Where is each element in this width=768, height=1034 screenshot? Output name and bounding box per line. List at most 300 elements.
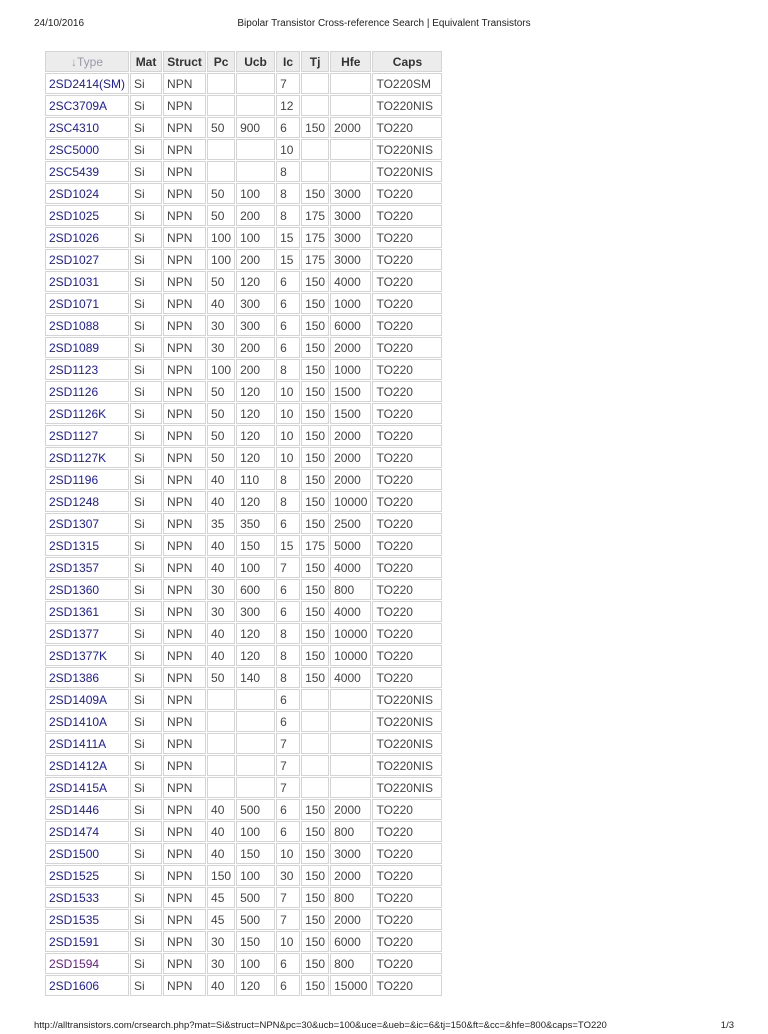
cell-hfe: 800: [330, 953, 371, 974]
transistor-type-link[interactable]: 2SD1088: [49, 318, 100, 333]
cell-ucb: 120: [236, 975, 275, 996]
cell-ic: 6: [276, 513, 300, 534]
table-row: [45, 293, 442, 314]
cell-ic: 8: [276, 359, 300, 380]
cell-struct: NPN: [163, 359, 206, 380]
cell-ucb: 500: [236, 887, 275, 908]
cell-hfe: 5000: [330, 535, 371, 556]
cell-ucb: [236, 711, 275, 732]
cell-tj: 150: [301, 821, 329, 842]
table-row: [45, 337, 442, 358]
cell-struct: NPN: [163, 271, 206, 292]
cell-type: [45, 777, 129, 798]
cell-pc: 50: [207, 117, 235, 138]
cell-struct: NPN: [163, 139, 206, 160]
table-row: [45, 689, 442, 710]
cell-caps: TO220: [372, 601, 442, 622]
cell-hfe: 2500: [330, 513, 371, 534]
cell-caps: TO220: [372, 205, 442, 226]
cell-tj: [301, 733, 329, 754]
cell-mat: Si: [130, 667, 162, 688]
table-row: [45, 579, 442, 600]
cell-type: [45, 271, 129, 292]
cell-mat: Si: [130, 73, 162, 94]
cell-type: [45, 205, 129, 226]
cell-ucb: 150: [236, 535, 275, 556]
transistor-type-link[interactable]: 2SD1026: [49, 230, 100, 245]
cell-hfe: [330, 73, 371, 94]
cell-caps: TO220: [372, 579, 442, 600]
transistor-type-link[interactable]: 2SD1361: [49, 604, 100, 619]
transistor-type-link[interactable]: 2SD1027: [49, 252, 100, 267]
cell-type: [45, 821, 129, 842]
cell-ic: 7: [276, 777, 300, 798]
cell-struct: NPN: [163, 667, 206, 688]
cell-caps: TO220: [372, 535, 442, 556]
cell-tj: 150: [301, 887, 329, 908]
cell-struct: NPN: [163, 161, 206, 182]
cell-tj: 150: [301, 909, 329, 930]
cell-hfe: 10000: [330, 645, 371, 666]
cell-mat: Si: [130, 821, 162, 842]
cell-mat: Si: [130, 645, 162, 666]
transistor-type-link[interactable]: 2SD1360: [49, 582, 100, 597]
cell-pc: [207, 73, 235, 94]
transistor-type-link[interactable]: 2SD1594: [49, 956, 100, 971]
cell-hfe: 3000: [330, 843, 371, 864]
transistor-type-link[interactable]: 2SC5000: [49, 142, 100, 157]
cell-struct: NPN: [163, 513, 206, 534]
cell-pc: 50: [207, 403, 235, 424]
cell-mat: Si: [130, 425, 162, 446]
cell-pc: 50: [207, 667, 235, 688]
cell-caps: TO220: [372, 887, 442, 908]
transistor-type-link[interactable]: 2SD1248: [49, 494, 100, 509]
cell-ucb: 120: [236, 403, 275, 424]
cell-ic: 6: [276, 799, 300, 820]
cell-tj: 150: [301, 315, 329, 336]
transistor-type-link[interactable]: 2SD1411A: [49, 736, 107, 751]
cell-ucb: [236, 777, 275, 798]
table-row: [45, 909, 442, 930]
cell-struct: NPN: [163, 535, 206, 556]
cell-mat: Si: [130, 359, 162, 380]
cell-type: [45, 865, 129, 886]
cell-hfe: 2000: [330, 909, 371, 930]
cell-pc: 50: [207, 425, 235, 446]
cell-type: [45, 425, 129, 446]
cell-type: [45, 337, 129, 358]
cell-mat: Si: [130, 117, 162, 138]
cell-pc: 30: [207, 601, 235, 622]
cell-struct: NPN: [163, 953, 206, 974]
cell-caps: TO220: [372, 821, 442, 842]
cell-ic: 15: [276, 249, 300, 270]
cell-caps: TO220NIS: [372, 777, 442, 798]
table-row: [45, 557, 442, 578]
transistor-type-link[interactable]: 2SD1535: [49, 912, 100, 927]
column-header-ic[interactable]: Ic: [276, 51, 300, 72]
cell-ic: 10: [276, 425, 300, 446]
cell-struct: NPN: [163, 337, 206, 358]
cell-type: [45, 733, 129, 754]
print-page-number: 1/3: [720, 1020, 734, 1031]
cell-caps: TO220: [372, 183, 442, 204]
cell-pc: 40: [207, 821, 235, 842]
transistor-type-link[interactable]: 2SD1315: [49, 538, 100, 553]
cell-type: [45, 227, 129, 248]
cell-ucb: [236, 139, 275, 160]
cell-pc: 45: [207, 887, 235, 908]
cell-hfe: 3000: [330, 183, 371, 204]
cell-caps: TO220: [372, 623, 442, 644]
cell-caps: TO220: [372, 975, 442, 996]
cell-caps: TO220NIS: [372, 711, 442, 732]
cell-hfe: [330, 755, 371, 776]
cell-ucb: 100: [236, 227, 275, 248]
cell-tj: 150: [301, 513, 329, 534]
table-row: [45, 315, 442, 336]
cell-ic: 7: [276, 755, 300, 776]
transistor-type-link[interactable]: 2SD1591: [49, 934, 100, 949]
cell-mat: Si: [130, 271, 162, 292]
cell-pc: [207, 689, 235, 710]
cell-ic: 6: [276, 689, 300, 710]
print-url: http://alltransistors.com/crsearch.php?mat=Si&struct=NPN&pc=30&ucb=100&uce=&ueb=&ic=6&tj=150&ft=&cc=&hfe=800&caps=TO220: [34, 1020, 607, 1031]
cell-pc: 50: [207, 271, 235, 292]
cell-type: [45, 931, 129, 952]
transistor-type-link[interactable]: 2SD1357: [49, 560, 100, 575]
column-header-ucb[interactable]: Ucb: [236, 51, 275, 72]
cell-hfe: 4000: [330, 601, 371, 622]
cell-pc: 100: [207, 359, 235, 380]
transistor-type-link[interactable]: 2SD1307: [49, 516, 100, 531]
cell-ic: 7: [276, 909, 300, 930]
cell-pc: 40: [207, 535, 235, 556]
cell-ic: 8: [276, 667, 300, 688]
table-row: [45, 117, 442, 138]
cell-struct: NPN: [163, 909, 206, 930]
cell-ic: 8: [276, 205, 300, 226]
cell-ic: 6: [276, 711, 300, 732]
cell-struct: NPN: [163, 293, 206, 314]
cell-caps: TO220NIS: [372, 161, 442, 182]
column-header-caps[interactable]: Caps: [372, 51, 442, 72]
cell-type: [45, 183, 129, 204]
cell-tj: 150: [301, 381, 329, 402]
cell-type: [45, 689, 129, 710]
cell-mat: Si: [130, 865, 162, 886]
cell-ucb: 120: [236, 491, 275, 512]
transistor-type-link[interactable]: 2SD1500: [49, 846, 100, 861]
transistor-type-link[interactable]: 2SD1410A: [49, 714, 108, 729]
cell-tj: 150: [301, 469, 329, 490]
cell-ic: 7: [276, 733, 300, 754]
transistor-type-link[interactable]: 2SD1126K: [49, 406, 107, 421]
cell-caps: TO220: [372, 447, 442, 468]
cell-ucb: 500: [236, 909, 275, 930]
table-row: [45, 139, 442, 160]
print-footer: [34, 1020, 734, 1034]
table-row: [45, 645, 442, 666]
cell-pc: [207, 755, 235, 776]
cell-struct: NPN: [163, 755, 206, 776]
cell-ucb: 300: [236, 293, 275, 314]
cell-struct: NPN: [163, 865, 206, 886]
transistor-type-link[interactable]: 2SC3709A: [49, 98, 108, 113]
cell-mat: Si: [130, 491, 162, 512]
cell-struct: NPN: [163, 887, 206, 908]
cell-type: [45, 315, 129, 336]
transistor-type-link[interactable]: 2SD1533: [49, 890, 100, 905]
cell-ucb: [236, 689, 275, 710]
transistor-type-link[interactable]: 2SD1377K: [49, 648, 108, 663]
cell-type: [45, 887, 129, 908]
column-header-struct[interactable]: Struct: [163, 51, 206, 72]
cell-ic: 12: [276, 95, 300, 116]
cell-struct: NPN: [163, 711, 206, 732]
cell-type: [45, 117, 129, 138]
transistor-type-link[interactable]: 2SC4310: [49, 120, 100, 135]
transistor-type-link[interactable]: 2SD1412A: [49, 758, 108, 773]
table-row: [45, 425, 442, 446]
cell-hfe: [330, 689, 371, 710]
cell-tj: 150: [301, 447, 329, 468]
cell-ucb: 100: [236, 821, 275, 842]
cell-ucb: 300: [236, 315, 275, 336]
cell-struct: NPN: [163, 579, 206, 600]
cell-ic: 6: [276, 821, 300, 842]
cell-tj: 175: [301, 535, 329, 556]
cell-ucb: 100: [236, 953, 275, 974]
transistor-type-link[interactable]: 2SD1025: [49, 208, 100, 223]
cell-ic: 6: [276, 337, 300, 358]
cell-ic: 7: [276, 557, 300, 578]
cell-pc: 40: [207, 623, 235, 644]
cell-ucb: 500: [236, 799, 275, 820]
cell-caps: TO220: [372, 117, 442, 138]
cell-type: [45, 601, 129, 622]
cell-pc: 40: [207, 843, 235, 864]
cell-ic: 8: [276, 623, 300, 644]
cell-tj: 150: [301, 293, 329, 314]
cell-ucb: [236, 733, 275, 754]
transistor-type-link[interactable]: 2SD1386: [49, 670, 100, 685]
cell-ic: 10: [276, 447, 300, 468]
cell-struct: NPN: [163, 381, 206, 402]
cell-tj: [301, 95, 329, 116]
cell-ucb: [236, 755, 275, 776]
cell-caps: TO220: [372, 909, 442, 930]
cell-tj: 150: [301, 645, 329, 666]
cell-ic: 10: [276, 843, 300, 864]
transistor-type-link[interactable]: 2SD1525: [49, 868, 100, 883]
cell-struct: NPN: [163, 557, 206, 578]
cell-struct: NPN: [163, 975, 206, 996]
cell-type: [45, 491, 129, 512]
cell-mat: Si: [130, 315, 162, 336]
cell-mat: Si: [130, 557, 162, 578]
transistor-type-link[interactable]: 2SD1377: [49, 626, 100, 641]
cell-pc: 40: [207, 491, 235, 512]
transistor-type-link[interactable]: 2SD1031: [49, 274, 100, 289]
cell-mat: Si: [130, 601, 162, 622]
cell-type: [45, 843, 129, 864]
cell-struct: NPN: [163, 821, 206, 842]
cell-tj: 150: [301, 271, 329, 292]
cell-hfe: 10000: [330, 491, 371, 512]
print-date: 24/10/2016: [34, 18, 85, 29]
table-row: [45, 183, 442, 204]
cell-mat: Si: [130, 755, 162, 776]
cell-pc: 40: [207, 799, 235, 820]
cell-caps: TO220: [372, 293, 442, 314]
cell-ucb: 110: [236, 469, 275, 490]
cell-tj: 150: [301, 359, 329, 380]
cell-mat: Si: [130, 95, 162, 116]
cell-type: [45, 381, 129, 402]
table-row: [45, 843, 442, 864]
cell-tj: 150: [301, 931, 329, 952]
transistor-type-link[interactable]: 2SD1089: [49, 340, 100, 355]
cell-caps: TO220: [372, 425, 442, 446]
cell-pc: [207, 733, 235, 754]
cell-struct: NPN: [163, 931, 206, 952]
transistor-type-link[interactable]: 2SD1606: [49, 978, 100, 993]
cell-mat: Si: [130, 139, 162, 160]
cell-hfe: 1000: [330, 359, 371, 380]
cell-type: [45, 667, 129, 688]
cell-hfe: 2000: [330, 447, 371, 468]
column-header-hfe[interactable]: Hfe: [330, 51, 371, 72]
cell-ic: 15: [276, 535, 300, 556]
transistor-type-link[interactable]: 2SD1409A: [49, 692, 108, 707]
cell-pc: 30: [207, 579, 235, 600]
cell-tj: 150: [301, 491, 329, 512]
transistor-type-link[interactable]: 2SD2414(SM): [49, 76, 126, 91]
table-row: [45, 249, 442, 270]
cell-mat: Si: [130, 799, 162, 820]
transistor-type-link[interactable]: 2SD1127K: [49, 450, 107, 465]
cell-mat: Si: [130, 183, 162, 204]
cell-type: [45, 249, 129, 270]
table-row: [45, 447, 442, 468]
cell-mat: Si: [130, 403, 162, 424]
cell-ucb: 100: [236, 183, 275, 204]
cell-type: [45, 161, 129, 182]
cell-type: [45, 557, 129, 578]
cell-mat: Si: [130, 469, 162, 490]
transistor-type-link[interactable]: 2SD1446: [49, 802, 100, 817]
cell-ic: 7: [276, 73, 300, 94]
cell-tj: 150: [301, 557, 329, 578]
cell-mat: Si: [130, 381, 162, 402]
cell-hfe: 2000: [330, 117, 371, 138]
cell-type: [45, 799, 129, 820]
transistor-type-link[interactable]: 2SD1024: [49, 186, 100, 201]
cell-type: [45, 755, 129, 776]
cell-ic: 15: [276, 227, 300, 248]
cell-caps: TO220: [372, 865, 442, 886]
transistor-type-link[interactable]: 2SD1123: [49, 362, 99, 377]
cell-ic: 8: [276, 183, 300, 204]
cell-tj: 150: [301, 403, 329, 424]
cell-mat: Si: [130, 843, 162, 864]
cell-tj: [301, 73, 329, 94]
transistor-results-table: [44, 50, 443, 997]
cell-hfe: 2000: [330, 425, 371, 446]
transistor-type-link[interactable]: 2SD1071: [49, 296, 100, 311]
table-row: [45, 755, 442, 776]
cell-ic: 10: [276, 403, 300, 424]
transistor-type-link[interactable]: 2SD1474: [49, 824, 100, 839]
cell-caps: TO220: [372, 381, 442, 402]
transistor-type-link[interactable]: 2SD1196: [49, 472, 99, 487]
cell-type: [45, 645, 129, 666]
table-row: [45, 469, 442, 490]
cell-caps: TO220NIS: [372, 733, 442, 754]
cell-pc: [207, 139, 235, 160]
cell-pc: 40: [207, 469, 235, 490]
cell-caps: TO220: [372, 491, 442, 512]
column-header-mat[interactable]: Mat: [130, 51, 162, 72]
column-header-type[interactable]: ↓Type: [45, 51, 129, 72]
cell-pc: 50: [207, 183, 235, 204]
transistor-type-link[interactable]: 2SD1127: [49, 428, 99, 443]
table-row: [45, 667, 442, 688]
cell-type: [45, 403, 129, 424]
cell-pc: 30: [207, 953, 235, 974]
table-body: [45, 73, 442, 996]
cell-pc: 40: [207, 975, 235, 996]
cell-type: [45, 623, 129, 644]
cell-struct: NPN: [163, 645, 206, 666]
cell-caps: TO220: [372, 667, 442, 688]
cell-struct: NPN: [163, 469, 206, 490]
cell-ic: 6: [276, 293, 300, 314]
cell-ucb: 200: [236, 337, 275, 358]
cell-ic: 6: [276, 579, 300, 600]
cell-tj: 150: [301, 183, 329, 204]
cell-struct: NPN: [163, 733, 206, 754]
transistor-type-link[interactable]: 2SC5439: [49, 164, 100, 179]
cell-type: [45, 535, 129, 556]
cell-mat: Si: [130, 227, 162, 248]
cell-pc: 40: [207, 645, 235, 666]
cell-pc: 150: [207, 865, 235, 886]
cell-type: [45, 359, 129, 380]
cell-ic: 6: [276, 315, 300, 336]
transistor-type-link[interactable]: 2SD1126: [49, 384, 99, 399]
cell-hfe: 800: [330, 821, 371, 842]
cell-hfe: 3000: [330, 227, 371, 248]
cell-ic: 6: [276, 271, 300, 292]
transistor-type-link[interactable]: 2SD1415A: [49, 780, 108, 795]
cell-pc: 35: [207, 513, 235, 534]
cell-tj: 150: [301, 579, 329, 600]
cell-type: [45, 293, 129, 314]
column-header-tj[interactable]: Tj: [301, 51, 329, 72]
cell-ic: 8: [276, 491, 300, 512]
cell-type: [45, 975, 129, 996]
cell-type: [45, 139, 129, 160]
cell-struct: NPN: [163, 227, 206, 248]
cell-ic: 10: [276, 139, 300, 160]
column-header-pc[interactable]: Pc: [207, 51, 235, 72]
cell-tj: 175: [301, 249, 329, 270]
cell-struct: NPN: [163, 117, 206, 138]
table-row: [45, 535, 442, 556]
